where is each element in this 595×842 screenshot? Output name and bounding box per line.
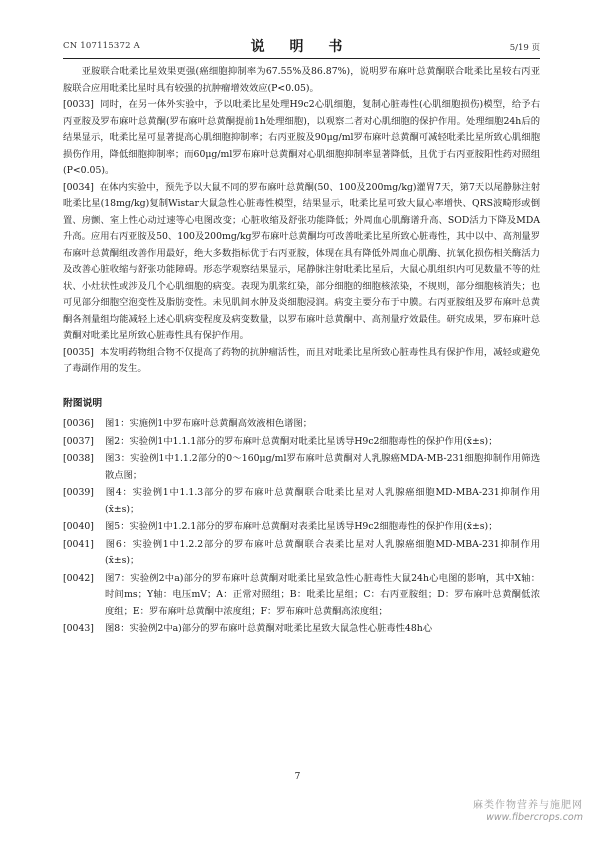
- figure-item-0036: [63, 416, 540, 433]
- paragraph-number: [0043]: [63, 623, 94, 634]
- figure-caption: 图6：实验例1中1.2.2部分的罗布麻叶总黄酮联合表柔比星对人乳腺癌细胞MD-MBA-231抑制作用(x̄±s)；: [105, 538, 540, 566]
- figure-item-0043: [63, 621, 540, 638]
- document-title: 说 明 书: [250, 39, 353, 55]
- figure-item-0041: [63, 537, 540, 570]
- paragraph-0035: [63, 345, 540, 378]
- paragraph-number: [0034]: [63, 181, 94, 193]
- site-watermark: [423, 800, 583, 824]
- figure-caption: 图8：实验例2中a)部分的罗布麻叶总黄酮对吡柔比星致大鼠急性心脏毒性48h心: [105, 623, 433, 634]
- paragraph-text: 在体内实验中，预先予以大鼠不同的罗布麻叶总黄酮(50、100及200mg/kg)灌胃7天，第7天以尾静脉注射吡柔比星(18mg/kg)复制Wistar大鼠急性心脏毒性模型，结果显示，吡柔比星可致大鼠心率增快、QRS波畸形或倒置、房颤、室上性心动过速等心电图改变；心脏收缩及舒张功能降低；外周血心肌酶谱升高、SOD活力下降及MDA升高。应用右丙亚胺及50、100及200mg/kg罗布麻叶总黄酮均可改善吡柔比星所致心脏毒性，其中以中、高剂量罗布麻叶总黄酮组改善作用最好，绝大多数指标优于右丙亚胺，体现在具有降低外周血心肌酶、抗氧化损伤相关酶活力及改善心脏收缩与舒张功能障碍。形态学观察结果显示，尾静脉注射吡柔比星后，大鼠心肌组织内可见数量不等的灶状、小灶状性或涉及几个心肌细胞的病变。表现为肌浆红染，部分细胞的细胞核浓染，不规则，部分细胞核消失；也可见部分细胞空泡变性及脂肪变性。未见肌间水肿及炎细胞浸润。病变主要分布于中膜。右丙亚胺组及罗布麻叶总黄酮各剂量组均能减轻上述心肌病变程度及病变数量，以罗布麻叶总黄酮中、高剂量疗效最佳。研究成果，罗布麻叶总黄酮对吡柔比星所致心脏毒性具有保护作用。: [63, 181, 540, 341]
- figure-caption: 图2：实验例1中1.1.1部分的罗布麻叶总黄酮对吡柔比星诱导H9c2细胞毒性的保护作用(x̄±s)；: [105, 435, 498, 447]
- figure-caption: 图3：实验例1中1.1.2部分的0～160μg/ml罗布麻叶总黄酮对人乳腺癌MDA-MB-231细胞抑制作用筛选散点图；: [105, 453, 540, 481]
- figure-item-0038: [63, 451, 540, 484]
- paragraph-text: 本发明药物组合物不仅提高了药物的抗肿瘤活性，而且对吡柔比星所致心脏毒性具有保护作用，减轻或避免了毒副作用的发生。: [63, 346, 540, 374]
- paragraph-number: [0041]: [63, 538, 94, 550]
- figure-item-0037: [63, 434, 540, 451]
- figure-caption: 图4：实验例1中1.1.3部分的罗布麻叶总黄酮联合吡柔比星对人乳腺癌细胞MD-MBA-231抑制作用(x̄±s)；: [105, 487, 540, 515]
- page-header: [63, 36, 540, 56]
- figure-item-0042: [63, 571, 540, 621]
- watermark-site-name: 麻类作物营养与施肥网: [473, 800, 583, 811]
- patent-number: CN 107115372 A: [63, 41, 140, 51]
- figure-caption: 图7：实验例2中a)部分的罗布麻叶总黄酮对吡柔比星致急性心脏毒性大鼠24h心电图的影响，其中X轴：时间ms；Y轴：电压mV；A：正常对照组；B：吡柔比星组；C：右丙亚胺组；D：罗布麻叶总黄酮低浓度组；E：罗布麻叶总黄酮中浓度组；F：罗布麻叶总黄酮高浓度组；: [105, 572, 540, 617]
- page-number: 7: [294, 772, 301, 782]
- figure-caption: 图5：实验例1中1.2.1部分的罗布麻叶总黄酮对表柔比星诱导H9c2细胞毒性的保护作用(x̄±s)；: [105, 521, 498, 532]
- paragraph-continuation: 亚胺联合吡柔比星效果更强(癌细胞抑制率为67.55%及86.87%)，说明罗布麻叶总黄酮联合吡柔比星较右丙亚胺联合应用吡柔比星时具有较强的抗肿瘤增效效应(P<0.05)。: [63, 66, 540, 94]
- paragraph-number: [0035]: [63, 346, 94, 358]
- paragraph-number: [0036]: [63, 418, 94, 429]
- paragraph-0034: [63, 180, 540, 345]
- paragraph-number: [0033]: [63, 99, 94, 110]
- paragraph-text: 同时，在另一体外实验中，予以吡柔比星处理H9c2心肌细胞，复制心脏毒性(心肌细胞损伤)模型，给予右丙亚胺及罗布麻叶总黄酮(罗布麻叶总黄酮提前1h处理细胞)，以观察二者对心肌细胞的保护作用。处理细胞24h后的结果显示，吡柔比星可显著提高心肌细胞抑制率；右丙亚胺及90μg/ml罗布麻叶总黄酮可减轻吡柔比星所致心肌细胞损伤作用，降低细胞抑制率；而60μg/ml罗布麻叶总黄酮对心肌细胞抑制率显著降低，且优于右丙亚胺阳性药对照组(P<0.05)。: [63, 99, 540, 176]
- figure-item-0040: [63, 519, 540, 536]
- body-text: [63, 64, 540, 639]
- header-rule: [63, 58, 540, 59]
- page-reference: 5/19 页: [509, 43, 540, 53]
- figure-caption: 图1：实施例1中罗布麻叶总黄酮高效液相色谱图；: [105, 418, 313, 429]
- section-title: 附图说明: [63, 397, 103, 409]
- paragraph-number: [0037]: [63, 435, 94, 447]
- paragraph-0033: [63, 97, 540, 180]
- figure-item-0039: [63, 485, 540, 518]
- paragraph-number: [0040]: [63, 521, 94, 532]
- paragraph-number: [0038]: [63, 453, 94, 464]
- paragraph-number: [0039]: [63, 487, 94, 498]
- watermark-url: www.fibercrops.com: [486, 812, 583, 823]
- paragraph-number: [0042]: [63, 572, 94, 584]
